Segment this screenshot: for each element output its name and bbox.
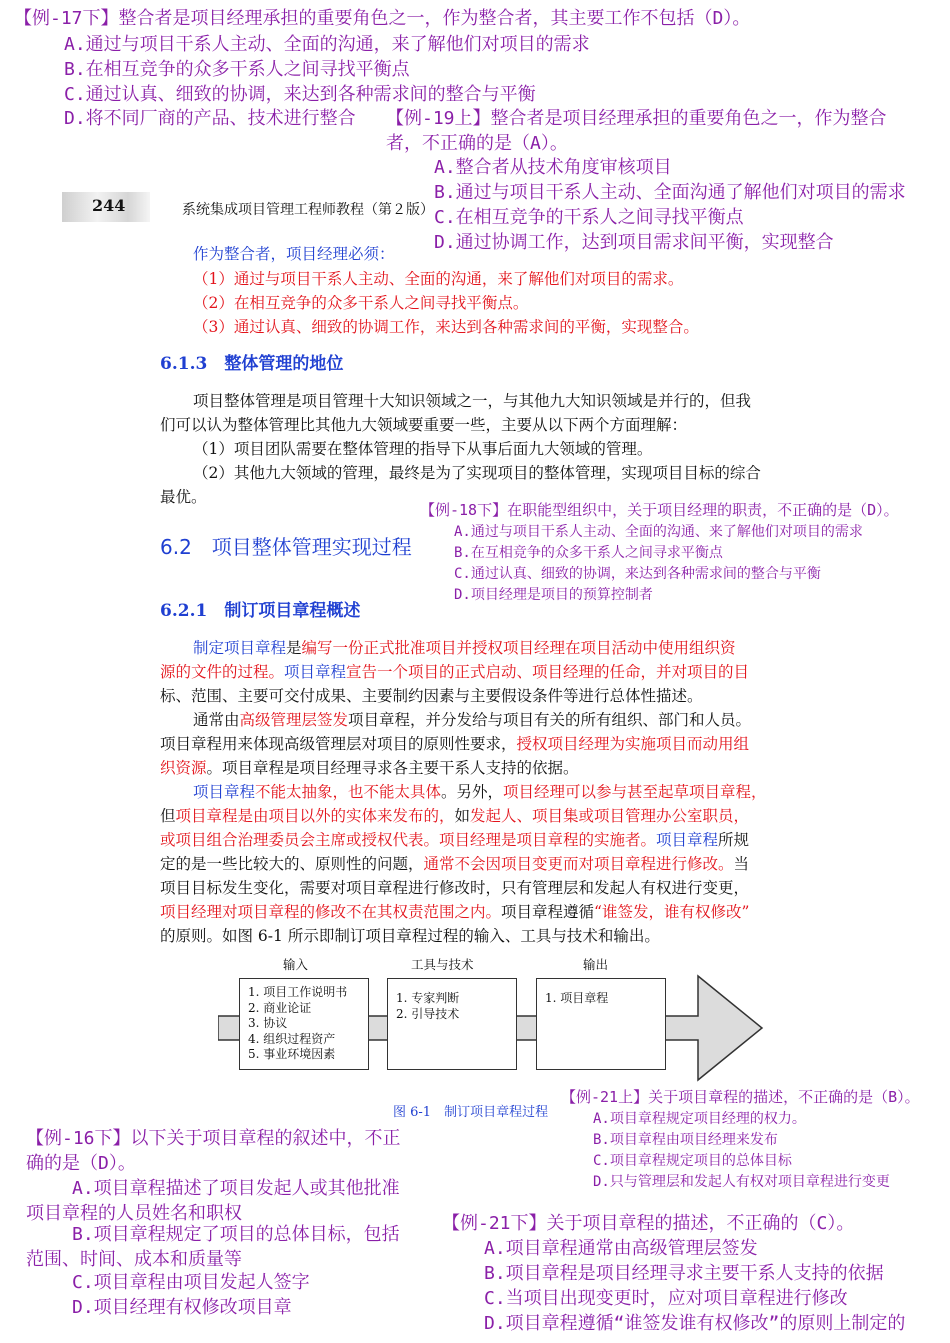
q16-option-a-line1: A.项目章程描述了项目发起人或其他批准 [72, 1178, 400, 1199]
figure-caption: 图 6-1 制订项目章程过程 [393, 1105, 549, 1120]
q21s-option-a: A.项目章程规定项目经理的权力。 [593, 1111, 806, 1127]
figure-tool-item: 2. 引导技术 [396, 1006, 460, 1021]
figure-input-item: 4. 组织过程资产 [248, 1031, 336, 1046]
q19-option-b: B.通过与项目干系人主动、全面沟通了解他们对项目的需求 [434, 182, 906, 203]
q18-option-c: C.通过认真、细致的协调，来达到各种需求间的整合与平衡 [454, 566, 821, 582]
q21x-option-d: D.项目章程遵循“谁签发谁有权修改”的原则上制定的 [484, 1313, 906, 1334]
q17-option-a: A.通过与项目干系人主动、全面的沟通，来了解他们对项目的需求 [64, 34, 590, 55]
sec621-para3-line2: 但项目章程是由项目以外的实体来发布的，如发起人、项目集或项目管理办公室职员， [160, 807, 750, 825]
figure-tools-box [387, 978, 517, 1070]
sec621-para3-line3: 或项目组合治理委员会主席或授权代表。项目经理是项目章程的实施者。项目章程所规 [160, 831, 750, 849]
sec621-para3-line5: 项目目标发生变化，需要对项目章程进行修改时，只有管理层和发起人有权进行变更， [160, 879, 750, 897]
q21s-option-b: B.项目章程由项目经理来发布 [593, 1132, 778, 1148]
q19-question-line2: 者，不正确的是（A）。 [386, 133, 568, 154]
book-title: 系统集成项目管理工程师教程（第２版） [182, 202, 434, 218]
q17-question: 【例-17下】整合者是项目经理承担的重要角色之一，作为整合者，其主要工作不包括（D）。 [14, 8, 751, 29]
sec613-line5: 最优。 [160, 488, 207, 506]
sec613-line4: （2）其他九大领域的管理，最终是为了实现项目的整体管理，实现项目目标的综合 [193, 464, 761, 482]
q18-option-d: D.项目经理是项目的预算控制者 [454, 587, 653, 603]
figure-input-item: 3. 协议 [248, 1016, 288, 1030]
sec621-para3-line4: 定的是一些比较大的、原则性的问题，通常不会因项目变更而对项目章程进行修改。当 [160, 855, 750, 873]
q19-option-c: C.在相互竞争的干系人之间寻找平衡点 [434, 207, 744, 228]
sec621-para1-line2: 源的文件的过程。项目章程宣告一个项目的正式启动、项目经理的任命，并对项目的目 [160, 663, 750, 681]
q17-option-d: D.将不同厂商的产品、技术进行整合 [64, 108, 356, 129]
q16-option-d: D.项目经理有权修改项目章 [72, 1297, 292, 1318]
figure-input-item: 2. 商业论证 [248, 1000, 312, 1015]
integrator-point-1: （1）通过与项目干系人主动、全面的沟通，来了解他们对项目的需求。 [193, 270, 684, 288]
q19-option-a: A.整合者从技术角度审核项目 [434, 157, 672, 178]
q18-question: 【例-18下】在职能型组织中，关于项目经理的职责，不正确的是（D）。 [420, 501, 899, 519]
section-6-2-heading: 6.2 项目整体管理实现过程 [160, 535, 412, 559]
integrator-point-3: （3）通过认真、细致的协调工作，来达到各种需求间的平衡，实现整合。 [193, 318, 699, 336]
figure-column-input: 输入 [283, 957, 309, 972]
q19-option-d: D.通过协调工作，达到项目需求间平衡，实现整合 [434, 232, 834, 253]
sec621-para3-line7: 的原则。如图 6-1 所示即制订项目章程过程的输入、工具与技术和输出。 [160, 927, 660, 945]
section-6-1-3-heading: 6.1.3 整体管理的地位 [160, 354, 344, 374]
q21x-option-b: B.项目章程是项目经理寻求主要干系人支持的依据 [484, 1263, 884, 1284]
page-number: 244 [92, 196, 126, 215]
figure-output-item: 1. 项目章程 [545, 991, 609, 1005]
q16-question-line2: 确的是（D）。 [26, 1153, 136, 1174]
q21x-question: 【例-21下】关于项目章程的描述，不正确的（C）。 [442, 1213, 855, 1234]
q21x-option-a: A.项目章程通常由高级管理层签发 [484, 1238, 758, 1259]
q18-option-b: B.在互相竞争的众多干系人之间寻求平衡点 [454, 545, 723, 561]
q17-option-b: B.在相互竞争的众多干系人之间寻找平衡点 [64, 59, 410, 80]
sec613-line2: 们可以认为整体管理比其他九大领域要重要一些，主要从以下两个方面理解： [160, 416, 688, 434]
q17-option-c: C.通过认真、细致的协调，来达到各种需求间的整合与平衡 [64, 84, 536, 105]
sec621-para3-line6: 项目经理对项目章程的修改不在其权责范围之内。项目章程遵循“谁签发，谁有权修改” [160, 903, 750, 921]
figure-input-item: 5. 事业环境因素 [248, 1047, 336, 1061]
figure-tool-item: 1. 专家判断 [396, 991, 460, 1005]
sec621-para2-line3: 织资源。项目章程是项目经理寻求各主要干系人支持的依据。 [160, 759, 579, 777]
section-6-2-1-heading: 6.2.1 制订项目章程概述 [160, 601, 361, 621]
q16-option-c: C.项目章程由项目发起人签字 [72, 1272, 310, 1293]
figure-column-output: 输出 [583, 957, 609, 972]
sec621-para2-line1: 通常由高级管理层签发项目章程，并分发给与项目有关的所有组织、部门和人员。 [193, 711, 752, 729]
q21s-option-c: C.项目章程规定项目的总体目标 [593, 1153, 792, 1169]
q21s-option-d: D.只与管理层和发起人有权对项目章程进行变更 [593, 1174, 890, 1190]
sec621-para3-line1: 项目章程不能太抽象，也不能太具体。另外，项目经理可以参与甚至起草项目章程， [193, 783, 767, 801]
figure-input-item: 1. 项目工作说明书 [248, 985, 348, 999]
figure-input-box [239, 978, 369, 1070]
integrator-point-2: （2）在相互竞争的众多干系人之间寻找平衡点。 [193, 294, 529, 312]
sec621-para2-line2: 项目章程用来体现高级管理层对项目的原则性要求，授权项目经理为实施项目而动用组 [160, 735, 750, 753]
figure-column-tools: 工具与技术 [411, 957, 474, 972]
q21x-option-c: C.当项目出现变更时，应对项目章程进行修改 [484, 1288, 848, 1309]
q16-option-b-line2: 范围、时间、成本和质量等 [26, 1249, 242, 1270]
q16-option-b-line1: B.项目章程规定了项目的总体目标，包括 [72, 1224, 400, 1245]
sec613-line1: 项目整体管理是项目管理十大知识领域之一，与其他九大知识领域是并行的，但我 [193, 392, 752, 410]
q16-question-line1: 【例-16下】以下关于项目章程的叙述中，不正 [26, 1128, 401, 1149]
sec621-para1-line1: 制定项目章程是编写一份正式批准项目并授权项目经理在项目活动中使用组织资 [193, 639, 736, 657]
figure-output-box [536, 978, 666, 1070]
q16-option-a-line2: 项目章程的人员姓名和职权 [26, 1203, 242, 1224]
q19-question-line1: 【例-19上】整合者是项目经理承担的重要角色之一，作为整合 [386, 108, 887, 129]
q21s-question: 【例-21上】关于项目章程的描述，不正确的是（B）。 [561, 1088, 920, 1106]
q18-option-a: A.通过与项目干系人主动、全面的沟通、来了解他们对项目的需求 [454, 524, 863, 540]
sec613-line3: （1）项目团队需要在整体管理的指导下从事后面九大领域的管理。 [193, 440, 653, 458]
sec621-para1-line3: 标、范围、主要可交付成果、主要制约因素与主要假设条件等进行总体性描述。 [160, 687, 703, 705]
integrator-intro: 作为整合者，项目经理必须： [193, 245, 395, 263]
